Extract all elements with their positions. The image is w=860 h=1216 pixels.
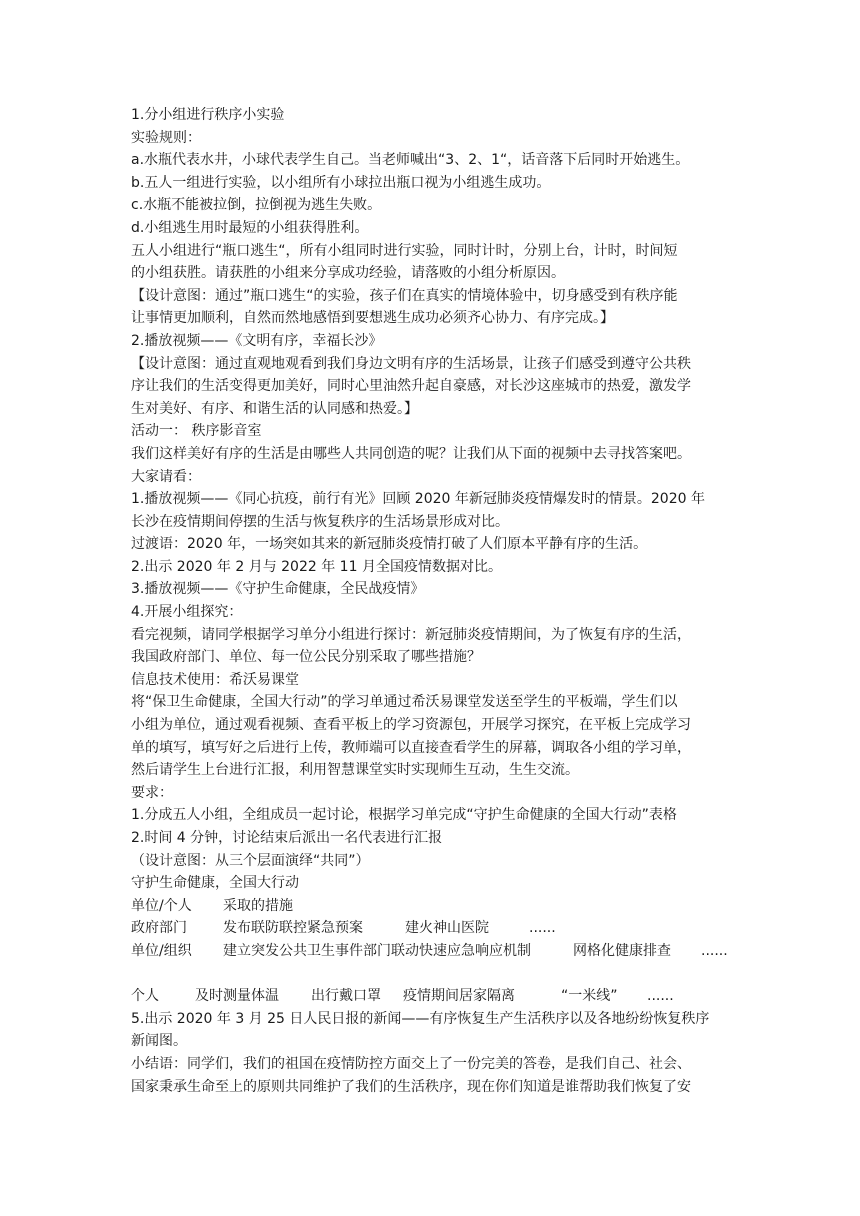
table-header-row — [131, 895, 743, 918]
text-line: 生对美好、有序、和谐生活的认同感和热爱。】 — [131, 400, 418, 417]
table-cell: 个人 — [131, 988, 159, 1005]
text-line: 守护生命健康，全国大行动 — [131, 875, 299, 892]
document-body — [131, 104, 743, 1098]
table-cell: 网格化健康排查 — [573, 942, 671, 959]
table-cell: ...... — [647, 988, 674, 1005]
text-line: 1.分小组进行秩序小实验 — [131, 107, 285, 123]
text-line: 小组为单位，通过观看视频、查看平板上的学习资源包，开展学习探究，在平板上完成学习 — [131, 717, 691, 734]
table-cell: “一米线” — [561, 988, 618, 1005]
text-line: 2.播放视频——《文明有序，幸福长沙》 — [131, 332, 383, 349]
table-cell: 疫情期间居家隔离 — [403, 988, 515, 1005]
text-line: 让事情更加顺利，自然而然地感悟到要想逃生成功必须齐心协力、有序完成。】 — [131, 310, 614, 327]
table-cell: 建火神山医院 — [405, 920, 489, 937]
text-line: 1.播放视频——《同心抗疫，前行有光》回顾 2020 年新冠肺炎疫情爆发时的情景。2020 年 — [131, 491, 705, 508]
text-line: 将“保卫生命健康，全国大行动”的学习单通过希沃易课堂发送至学生的平板端，学生们以 — [131, 694, 678, 711]
table-cell: ...... — [529, 920, 556, 937]
text-line: 2.出示 2020 年 2 月与 2022 年 11 月全国疫情数据对比。 — [131, 558, 502, 575]
table-cell: 发布联防联控紧急预案 — [223, 920, 363, 937]
table-header-cell: 采取的措施 — [223, 897, 293, 914]
text-line: 大家请看： — [131, 468, 201, 485]
table-row — [131, 917, 743, 940]
text-line: c.水瓶不能被拉倒，拉倒视为逃生失败。 — [131, 197, 382, 214]
table-cell: 建立突发公共卫生事件部门联动快速应急响应机制 — [223, 942, 531, 959]
text-line: 我国政府部门、单位、每一位公民分别采取了哪些措施？ — [131, 649, 481, 666]
table-cell: 及时测量体温 — [195, 988, 279, 1005]
text-line: 五人小组进行“瓶口逃生“，所有小组同时进行实验，同时计时，分别上台，计时，时间短 — [131, 242, 678, 259]
text-line: a.水瓶代表水井，小球代表学生自己。当老师喊出“3、2、1“，话音落下后同时开始逃生。 — [131, 152, 690, 169]
table-cell: 单位/组织 — [131, 942, 192, 959]
text-line: 小结语：同学们，我们的祖国在疫情防控方面交上了一份完美的答卷，是我们自己、社会、 — [131, 1055, 691, 1072]
text-line: 过渡语：2020 年，一场突如其来的新冠肺炎疫情打破了人们原本平静有序的生活。 — [131, 536, 648, 553]
text-line: 看完视频，请同学根据学习单分小组进行探讨：新冠肺炎疫情期间，为了恢复有序的生活， — [131, 626, 691, 643]
text-line: 4.开展小组探究： — [131, 604, 243, 621]
table-header-cell: 单位/个人 — [131, 897, 192, 914]
blank-line — [131, 963, 743, 986]
text-line: 国家秉承生命至上的原则共同维护了我们的生活秩序，现在你们知道是谁帮助我们恢复了安 — [131, 1078, 691, 1095]
table-row — [131, 985, 743, 1008]
text-line: 【设计意图：通过直观地观看到我们身边文明有序的生活场景，让孩子们感受到遵守公共秩 — [131, 355, 691, 372]
text-line: b.五人一组进行实验，以小组所有小球拉出瓶口视为小组逃生成功。 — [131, 174, 551, 191]
text-line: 长沙在疫情期间停摆的生活与恢复秩序的生活场景形成对比。 — [131, 513, 509, 530]
text-line: 【设计意图：通过”瓶口逃生“的实验，孩子们在真实的情境体验中，切身感受到有秩序能 — [131, 287, 678, 304]
text-line: 活动一： 秩序影音室 — [131, 423, 262, 440]
text-line: 新闻图。 — [131, 1033, 187, 1050]
text-line: 单的填写，填写好之后进行上传，教师端可以直接查看学生的屏幕，调取各小组的学习单， — [131, 739, 691, 756]
table-cell: ...... — [701, 942, 728, 959]
table-row — [131, 940, 743, 963]
text-line: 我们这样美好有序的生活是由哪些人共同创造的呢？让我们从下面的视频中去寻找答案吧。 — [131, 445, 691, 462]
text-line: 要求： — [131, 784, 173, 801]
text-line: 5.出示 2020 年 3 月 25 日人民日报的新闻——有序恢复生产生活秩序以及各地纷纷恢复秩序 — [131, 1010, 710, 1027]
text-line: 2.时间 4 分钟，讨论结束后派出一名代表进行汇报 — [131, 830, 443, 846]
text-line: 序让我们的生活变得更加美好，同时心里油然升起自豪感，对长沙这座城市的热爱，激发学 — [131, 378, 691, 395]
table-cell: 出行戴口罩 — [311, 988, 381, 1005]
table-cell: 政府部门 — [131, 920, 187, 937]
text-line: （设计意图：从三个层面演绎“共同”） — [131, 852, 370, 869]
text-line: d.小组逃生用时最短的小组获得胜利。 — [131, 219, 369, 236]
text-line: 然后请学生上台进行汇报，利用智慧课堂实时实现师生互动，生生交流。 — [131, 762, 579, 779]
text-line: 信息技术使用：希沃易课堂 — [131, 671, 299, 688]
text-line: 3.播放视频——《守护生命健康，全民战疫情》 — [131, 581, 425, 598]
text-line: 实验规则： — [131, 129, 201, 146]
text-line: 的小组获胜。请获胜的小组来分享成功经验，请落败的小组分析原因。 — [131, 265, 565, 282]
text-line: 1.分成五人小组，全组成员一起讨论，根据学习单完成“守护生命健康的全国大行动”表格 — [131, 807, 677, 824]
